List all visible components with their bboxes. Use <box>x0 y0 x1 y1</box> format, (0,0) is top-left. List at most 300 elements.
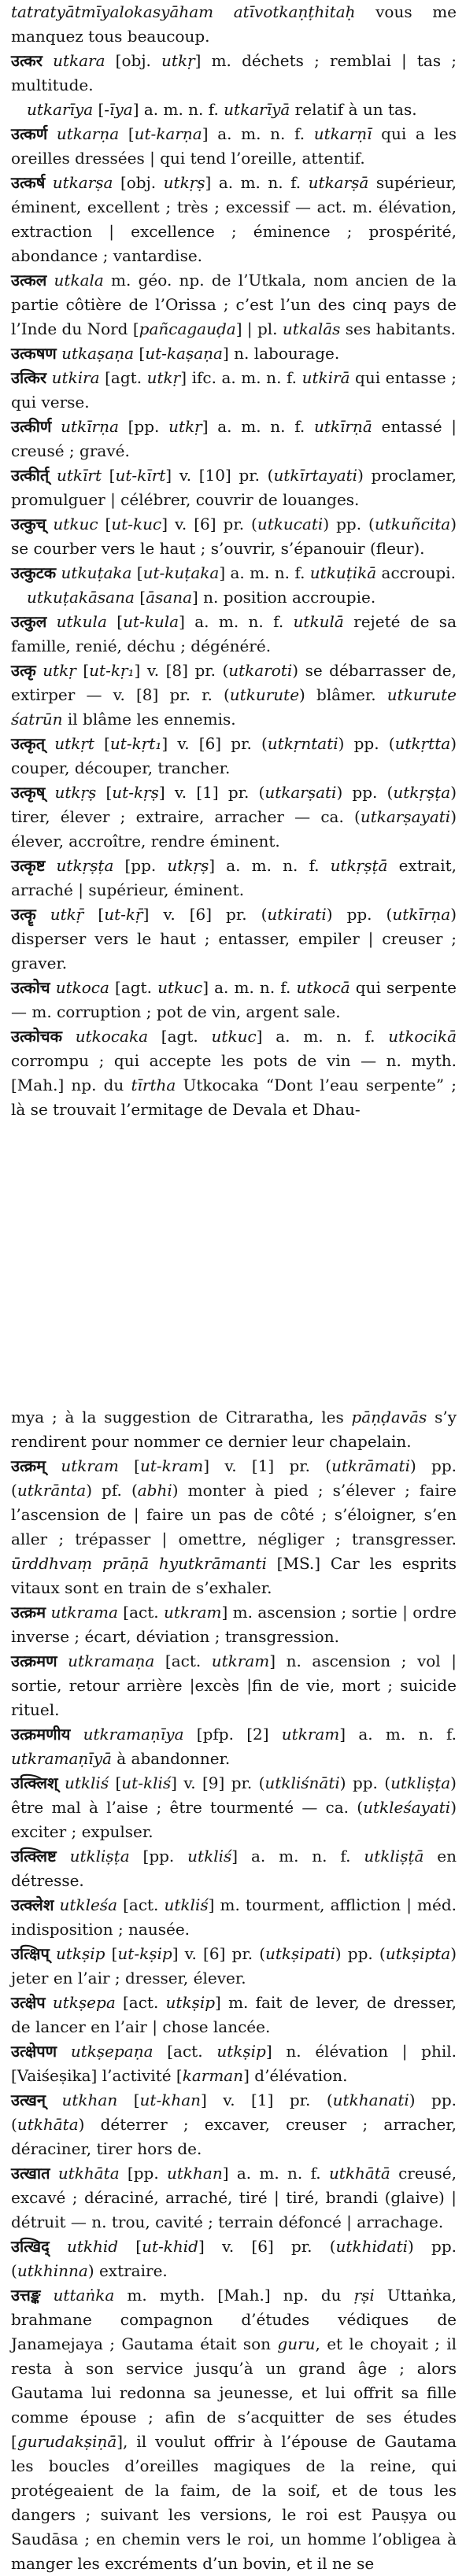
entry-text: ] n. ascension ; vol | sortie, retour arrière |excès |fin de vie, mort ; suicide rituel. <box>11 1652 457 1719</box>
entry-text: ] a. m. n. f. <box>205 173 309 192</box>
entry-text: ) extraire. <box>87 2261 168 2280</box>
entry-text: ] v. [8] pr. ( <box>134 661 229 680</box>
dictionary-entry <box>11 2088 457 2161</box>
italic-text: karman <box>182 2066 244 2085</box>
headword-devanagari: उत्तङ्क <box>11 2286 41 2305</box>
italic-text: ut-kṛṣ <box>112 783 159 802</box>
dictionary-entry <box>11 659 457 732</box>
entry-text: [pfp. [2] <box>183 1725 282 1744</box>
headword-devanagari: उत्कुटक <box>11 563 57 582</box>
italic-text: utkarṣayati <box>360 807 451 826</box>
entry-text: [- <box>93 100 110 119</box>
italic-text: utkṛ <box>43 661 76 680</box>
entry-text <box>46 612 56 631</box>
entry-text: m. myth. [Mah.] np. du <box>114 2286 354 2305</box>
dictionary-entry <box>11 2235 457 2283</box>
italic-text: utkala <box>54 271 104 290</box>
entry-text: [obj. <box>105 51 162 70</box>
italic-text: ut-khid <box>142 2237 198 2256</box>
entry-text: ] ifc. a. m. n. f. <box>180 368 302 387</box>
italic-text: utkhidati <box>335 2237 409 2256</box>
entry-text: qui serpente — m. corruption ; pot de vin, argent sale. <box>11 978 457 1021</box>
italic-text: ut-kṛ₁ <box>89 661 135 680</box>
entry-text: ] m. ascension ; sortie | ordre inverse ; écart, déviation ; transgression. <box>11 1603 457 1646</box>
entry-text: ] v. [6] pr. ( <box>161 734 268 753</box>
headword-devanagari: उत्कर्ण <box>11 124 48 143</box>
dictionary-entry <box>11 512 457 561</box>
italic-text: utkram <box>164 1603 222 1622</box>
italic-text: utkṛṣ <box>54 783 97 802</box>
italic-text: tatratyātmīyalokasyāham atīvotkaṇṭhitaḥ <box>11 2 356 21</box>
entry-text: [MS.] Car les esprits vitaux sont en train de s’exhaler. <box>11 1554 457 1597</box>
dictionary-entry <box>11 2161 457 2235</box>
italic-text: utkoca <box>55 978 109 997</box>
entry-continuation <box>11 0 457 49</box>
dictionary-entry <box>11 1024 457 1122</box>
italic-text: utkurute śatrūn <box>11 685 457 729</box>
headword-devanagari: उत्कर्ष <box>11 173 46 192</box>
italic-text: utkuc <box>53 515 98 533</box>
dictionary-entry <box>11 976 457 1024</box>
italic-text: utkuñcita <box>374 515 451 533</box>
headword-devanagari: उत्कृष् <box>11 783 46 802</box>
entry-text: [ <box>76 661 90 680</box>
dictionary-entry <box>11 1893 457 1942</box>
headword-devanagari: उत्कृत् <box>11 734 46 753</box>
dictionary-entry <box>11 268 457 341</box>
italic-text: utkṛṣṭa <box>56 856 114 875</box>
entry-text: ] a. m. n. f. <box>339 1725 457 1744</box>
entry-text <box>49 466 57 485</box>
dictionary-entry <box>11 415 457 463</box>
entry-text: [agt. <box>99 368 147 387</box>
entry-text: ] m. fait de lever, de dresser, de lancer en l’air | chose lancée. <box>11 1993 457 2036</box>
entry-text: ) pp. ( <box>336 783 394 802</box>
entry-text: [ <box>117 2091 140 2109</box>
italic-text: utkucati <box>257 515 324 533</box>
entry-text: ] a. m. n. f. <box>209 856 331 875</box>
entry-text <box>46 2091 61 2109</box>
dictionary-entry <box>11 561 457 585</box>
entry-text: vous me manquez tous beaucoup. <box>11 2 457 46</box>
entry-text: ] a. m. n. f. <box>231 1847 364 1866</box>
headword-devanagari: उत्कीर्त् <box>11 466 50 485</box>
italic-text: utkṛtta <box>394 734 451 753</box>
italic-text: utkṣipta <box>385 1944 451 1963</box>
dictionary-entry <box>11 1991 457 2039</box>
entry-text: ) pp. ( <box>326 905 393 924</box>
italic-text: utkarṇa <box>56 124 120 143</box>
entry-text: ) tirer, élever ; extraire, arracher — ca. ( <box>11 783 457 826</box>
headword-devanagari: उत्कोचक <box>11 1027 62 1046</box>
headword-devanagari: उत्कोच <box>11 978 50 997</box>
entry-text: [pp. <box>118 417 169 436</box>
entry-text: ) pp. ( <box>11 2091 457 2134</box>
italic-text: utkṣip <box>216 2042 266 2061</box>
italic-text: utkira <box>51 368 100 387</box>
entry-text: corrompu ; qui accepte les pots de vin — n. myth. [Mah.] np. du <box>11 1051 457 1094</box>
entry-text: ] a. m. n. f. <box>179 612 294 631</box>
entry-text <box>50 1944 56 1963</box>
headword-devanagari: उत्खिद् <box>11 2237 50 2256</box>
italic-text: utkuṭikā <box>309 563 377 582</box>
entry-text: [pp. <box>129 1847 188 1866</box>
italic-text: gurudakṣiṇā <box>17 2432 117 2451</box>
entry-text: ] v. [1] pr. ( <box>203 1456 332 1475</box>
italic-text: utkula <box>56 612 107 631</box>
italic-text: utkhanati <box>332 2091 409 2109</box>
entry-text <box>45 734 54 753</box>
italic-text: utkhāta <box>57 2164 120 2183</box>
italic-text: ut-kuṭaka <box>142 563 220 582</box>
italic-text: utkliṣṭa <box>390 1773 451 1792</box>
entry-text: [ <box>134 588 146 607</box>
entry-text: ) disperser vers le haut ; entasser, empiler | creuser ; graver. <box>11 905 457 972</box>
italic-text: ut-kṣip <box>117 1944 172 1963</box>
entry-text <box>46 1993 53 2012</box>
italic-text: ut-kaṣaṇa <box>145 344 223 363</box>
entry-text: [ <box>94 734 110 753</box>
entry-text: [obj. <box>113 173 164 192</box>
entry-text <box>45 783 54 802</box>
headword-devanagari: उत्क्लिष्ट <box>11 1847 57 1866</box>
italic-text: utkliś <box>164 1895 209 1914</box>
entry-text: [act. <box>154 1652 212 1670</box>
italic-text: utkīrtayati <box>273 466 358 485</box>
dictionary-entry <box>11 366 457 415</box>
entry-text <box>36 905 50 924</box>
italic-text: uttaṅka <box>53 2286 115 2305</box>
italic-text: utkarṣa <box>52 173 113 192</box>
italic-text: utkarīyā <box>224 100 290 119</box>
italic-text: utkṛṣ <box>163 173 205 192</box>
italic-text: abhi <box>137 1481 172 1500</box>
italic-text: pañcagauḍa <box>139 319 236 338</box>
italic-text: utkram <box>281 1725 340 1744</box>
entry-text: ) être mal à l’aise ; être tourmenté — ca. ( <box>11 1773 457 1817</box>
dictionary-entry <box>11 732 457 781</box>
headword-devanagari: उत्क्रमणीय <box>11 1725 71 1744</box>
dictionary-entry <box>11 463 457 512</box>
entry-text: [agt. <box>148 1027 212 1046</box>
entry-text: [ <box>106 612 124 631</box>
italic-text: utkṛṣṭā <box>330 856 388 875</box>
headword-devanagari: उत्कृ <box>11 661 36 680</box>
italic-text: utkīrṇā <box>313 417 372 436</box>
entry-text: ) blâmer. <box>299 685 387 704</box>
headword-devanagari: उत्खन् <box>11 2091 46 2109</box>
entry-text: ] n. élévation | phil. [Vaiśeṣika] l’activité [ <box>11 2042 457 2085</box>
italic-text: utkuc <box>211 1027 257 1046</box>
italic-text: ut-kliś <box>121 1773 172 1792</box>
italic-text: utkhātā <box>328 2164 390 2183</box>
entry-text: ) pp. ( <box>323 515 375 533</box>
headword-devanagari: उत्कर <box>11 51 43 70</box>
dictionary-entry <box>11 1844 457 1893</box>
italic-text: utkramaṇīyā <box>11 1749 112 1768</box>
entry-text: ] v. [9] pr. ( <box>171 1773 265 1792</box>
headword-devanagari: उत्कॄ <box>11 905 36 924</box>
entry-text: [ <box>102 466 116 485</box>
italic-text: utkliś <box>65 1773 109 1792</box>
entry-text <box>46 1456 61 1475</box>
italic-text: ūrddhvaṃ prāṇā hyutkrāmanti <box>11 1554 267 1573</box>
entry-text: [ <box>83 905 105 924</box>
italic-text: utkirati <box>267 905 327 924</box>
italic-text: utkleśayati <box>363 1798 451 1817</box>
italic-text: utkṛ <box>146 368 181 387</box>
italic-text: īya <box>109 100 133 119</box>
entry-text: accroupi. <box>376 563 456 582</box>
headword-devanagari: उत्कल <box>11 271 47 290</box>
entry-text: ) exciter ; expulser. <box>11 1798 457 1841</box>
entry-text: [ <box>119 124 135 143</box>
entry-text: ] a. m. n. f. <box>202 124 314 143</box>
entry-text: [ <box>134 344 146 363</box>
italic-text: utkrama <box>50 1603 118 1622</box>
italic-text: utkuc <box>157 978 203 997</box>
entry-text: [ <box>98 515 112 533</box>
dictionary-entry <box>11 171 457 268</box>
column-top <box>11 0 457 1122</box>
dictionary-entry <box>11 1649 457 1722</box>
italic-text: utkarṣā <box>308 173 369 192</box>
entry-text <box>43 51 53 70</box>
entry-text: ) jeter en l’air ; dresser, élever. <box>11 1944 457 1987</box>
headword-devanagari: उत्कृष्ट <box>11 856 46 875</box>
italic-text: utkramaṇīya <box>83 1725 184 1744</box>
entry-text: ) pp. ( <box>339 1773 391 1792</box>
italic-text: āsana <box>146 588 193 607</box>
italic-text: ut-kṛt₁ <box>109 734 162 753</box>
dictionary-entry <box>11 902 457 976</box>
headword-devanagari: उत्किर <box>11 368 47 387</box>
entry-text: [pp. <box>119 2164 167 2183</box>
entry-text: supérieur, éminent, excellent ; très ; excessif — act. m. élévation, extraction | excellence ; éminence ; prospérité, abondance ; vantardise. <box>11 173 457 265</box>
entry-text: ] n. labourage. <box>222 344 340 363</box>
headword-devanagari: उत्कुल <box>11 612 47 631</box>
entry-text <box>46 271 54 290</box>
entry-text: ] a. m. n. f. <box>132 100 224 119</box>
entry-text: ] v. [10] pr. ( <box>165 466 274 485</box>
italic-text: utkṣipati <box>265 1944 335 1963</box>
entry-text: ] n. position accroupie. <box>192 588 376 607</box>
entry-text: ) pp. ( <box>11 1456 457 1500</box>
entry-text <box>57 2042 71 2061</box>
sub-entry <box>11 98 457 122</box>
entry-text: , et le choyait ; il resta à son service jusqu’à un grand âge ; alors Gautama lui redonna sa jeunesse, et lui offrit sa fille comme épouse ; afin de s’acquitter de ses études [ <box>11 2334 457 2451</box>
page-gap <box>11 1122 457 1405</box>
entry-text: [act. <box>117 1603 164 1622</box>
entry-text: Uttaṅka, brahmane compagnon d’études védiques de Janamejaya ; Gautama était son <box>11 2286 457 2353</box>
entry-text: rejeté de sa famille, renié, déchu ; dégénéré. <box>11 612 457 655</box>
italic-text: utkṛ <box>161 51 195 70</box>
italic-text: utkaroti <box>228 661 293 680</box>
entry-text: ) se débarrasser de, extirper — v. [8] pr. r. ( <box>11 661 457 704</box>
italic-text: utkocaka <box>75 1027 149 1046</box>
italic-text: utkṣip <box>165 1993 216 2012</box>
entry-text: ) déterrer ; excaver, creuser ; arracher, déraciner, tirer hors de. <box>11 2115 457 2158</box>
headword-devanagari: उत्कषण <box>11 344 57 363</box>
entry-text: ) élever, accroître, rendre éminent. <box>11 807 457 851</box>
entry-text: ) pp. ( <box>335 1944 386 1963</box>
dictionary-entry <box>11 781 457 854</box>
entry-text: ) couper, découper, trancher. <box>11 734 457 777</box>
italic-text: utkarṇī <box>313 124 372 143</box>
entry-text <box>45 856 56 875</box>
italic-text: ut-kīrt <box>115 466 166 485</box>
italic-text: ut-kram <box>139 1456 204 1475</box>
italic-text: ut-kula <box>123 612 179 631</box>
entry-text: creusé, excavé ; déraciné, arraché, tiré | tiré, brandi (glaive) | détruit — n. trou, cavité ; terrain défoncé | arrachage. <box>11 2164 457 2231</box>
italic-text: utkaṣaṇa <box>61 344 135 363</box>
headword-devanagari: उत्क्रमण <box>11 1652 57 1670</box>
headword-devanagari: उत्क्लेश <box>11 1895 54 1914</box>
italic-text: utkalās <box>282 319 341 338</box>
entry-text: ) pf. ( <box>86 1481 138 1500</box>
italic-text: ut-khan <box>139 2091 202 2109</box>
entry-text: à abandonner. <box>111 1749 231 1768</box>
entry-text <box>36 661 43 680</box>
dictionary-entry <box>11 2039 457 2088</box>
entry-text: [ <box>118 2237 142 2256</box>
entry-text <box>58 1773 65 1792</box>
italic-text: utkṣepaṇa <box>70 2042 153 2061</box>
entry-text: [ <box>96 783 113 802</box>
italic-text: utkīrt <box>56 466 102 485</box>
headword-devanagari: उत्क्रम <box>11 1603 46 1622</box>
entry-text: ] a. m. n. f. <box>219 563 310 582</box>
entry-text: qui a les oreilles dressées | qui tend l’oreille, attentif. <box>11 124 457 168</box>
italic-text: utkleśa <box>59 1895 117 1914</box>
italic-text: ut-kuc <box>111 515 162 533</box>
italic-text: utkramaṇa <box>68 1652 155 1670</box>
italic-text: utkulā <box>293 612 344 631</box>
italic-text: utkocikā <box>388 1027 457 1046</box>
italic-text: utkram <box>211 1652 270 1670</box>
dictionary-entry <box>11 854 457 902</box>
entry-text <box>45 173 52 192</box>
entry-text: extrait, arraché | supérieur, éminent. <box>11 856 457 899</box>
entry-text: ] v. [6] pr. ( <box>161 515 257 533</box>
entry-text <box>50 2164 58 2183</box>
entry-text <box>62 1027 76 1046</box>
italic-text: utkṝ <box>50 905 84 924</box>
italic-text: utkirā <box>301 368 350 387</box>
headword-devanagari: उत्खात <box>11 2164 50 2183</box>
entry-continuation <box>11 1405 457 1454</box>
entry-text: ] a. m. n. f. <box>202 417 314 436</box>
entry-text: ] v. [1] pr. ( <box>201 2091 333 2109</box>
sub-entry <box>11 585 457 610</box>
italic-text: utkṛntati <box>267 734 338 753</box>
entry-text: entassé | creusé ; gravé. <box>11 417 457 460</box>
entry-text <box>50 2237 67 2256</box>
entry-text: il blâme les ennemis. <box>62 710 236 729</box>
entry-text: ses habitants. <box>340 319 457 338</box>
entry-text: ] d’élévation. <box>243 2066 348 2085</box>
entry-text <box>54 1895 59 1914</box>
italic-text: utkuṭaka <box>61 563 132 582</box>
italic-text: utkhāta <box>17 2115 79 2134</box>
entry-text: Utkocaka “Dont l’eau serpente” ; là se trouvait l’ermitage de Devala et Dhau- <box>11 1076 457 1119</box>
entry-text <box>40 2286 53 2305</box>
entry-text <box>70 1725 83 1744</box>
entry-text: ) proclamer, promulguer | célébrer, couvrir de louanges. <box>11 466 457 509</box>
dictionary-entry <box>11 1771 457 1844</box>
entry-text: ] a. m. n. f. <box>222 2164 329 2183</box>
entry-text: ] v. [6] pr. ( <box>198 2237 336 2256</box>
entry-text: [ <box>105 1944 118 1963</box>
italic-text: utkṛt <box>54 734 94 753</box>
italic-text: pāṇḍavās <box>351 1408 427 1426</box>
entry-text: ) se courber vers le haut ; s’ouvrir, s’épanouir (fleur). <box>11 515 457 558</box>
entry-text: mya ; à la suggestion de Citraratha, les <box>11 1408 352 1426</box>
dictionary-entry <box>11 610 457 659</box>
italic-text: utkliś <box>187 1847 232 1866</box>
italic-text: utkliśnāti <box>264 1773 340 1792</box>
italic-text: utkurute <box>229 685 300 704</box>
italic-text: utkram <box>61 1456 119 1475</box>
entry-text <box>57 1652 68 1670</box>
headword-devanagari: उत्क्लिश् <box>11 1773 58 1792</box>
entry-text: ] v. [6] pr. ( <box>172 1944 265 1963</box>
headword-devanagari: उत्कुच् <box>11 515 46 533</box>
italic-text: guru <box>277 2334 316 2353</box>
entry-text: [act. <box>117 1895 165 1914</box>
entry-text: ) pp. ( <box>338 734 395 753</box>
entry-text: ] v. [1] pr. ( <box>158 783 265 802</box>
entry-text: s’y rendirent pour nommer ce dernier leur chapelain. <box>11 1408 457 1451</box>
entry-text: en détresse. <box>11 1847 457 1890</box>
headword-devanagari: उत्कीर्ण <box>11 417 52 436</box>
dictionary-entry <box>11 341 457 366</box>
entry-text <box>50 978 56 997</box>
entry-text: ] m. déchets ; remblai | tas ; multitude. <box>11 51 457 94</box>
italic-text: utkuṭakāsana <box>27 588 135 607</box>
italic-text: utkrāmati <box>331 1456 410 1475</box>
entry-text: ] m. tourment, affliction | méd. indisposition ; nausée. <box>11 1895 457 1939</box>
entry-text: [pp. <box>113 856 168 875</box>
dictionary-entry <box>11 2283 457 2576</box>
dictionary-page <box>11 0 457 2576</box>
italic-text: utkrānta <box>17 1481 87 1500</box>
dictionary-entry <box>11 1942 457 1991</box>
entry-text: ) monter à pied ; s’élever ; faire l’ascension de | faire un pas de côté ; s’éloigner, s’en aller ; trépasser | omettre, négliger ; transgresser. <box>11 1481 457 1548</box>
entry-text: [ <box>109 1773 122 1792</box>
italic-text: utkocā <box>296 978 350 997</box>
italic-text: utkṣepa <box>52 1993 116 2012</box>
italic-text: utkhan <box>167 2164 223 2183</box>
italic-text: utkīrṇa <box>392 905 451 924</box>
dictionary-entry <box>11 1600 457 1649</box>
entry-text: ] | pl. <box>235 319 283 338</box>
italic-text: utkarṣati <box>264 783 337 802</box>
italic-text: utkliṣṭa <box>69 1847 130 1866</box>
italic-text: utkīrṇa <box>61 417 119 436</box>
headword-devanagari: उत्क्षेप <box>11 1993 46 2012</box>
italic-text: utkhinna <box>17 2261 88 2280</box>
dictionary-entry <box>11 49 457 98</box>
entry-text: [agt. <box>109 978 158 997</box>
entry-text: ] a. m. n. f. <box>256 1027 389 1046</box>
italic-text: utkara <box>53 51 105 70</box>
italic-text: utkṛṣṭa <box>393 783 451 802</box>
italic-text: utkliṣṭā <box>364 1847 424 1866</box>
italic-text: ut-kṝ <box>104 905 143 924</box>
italic-text: utkṛṣ <box>167 856 209 875</box>
entry-text: m. géo. np. de l’Utkala, nom ancien de la partie côtière de l’Orissa ; c’est l’un des cinq pays de l’Inde du Nord [ <box>11 271 457 338</box>
